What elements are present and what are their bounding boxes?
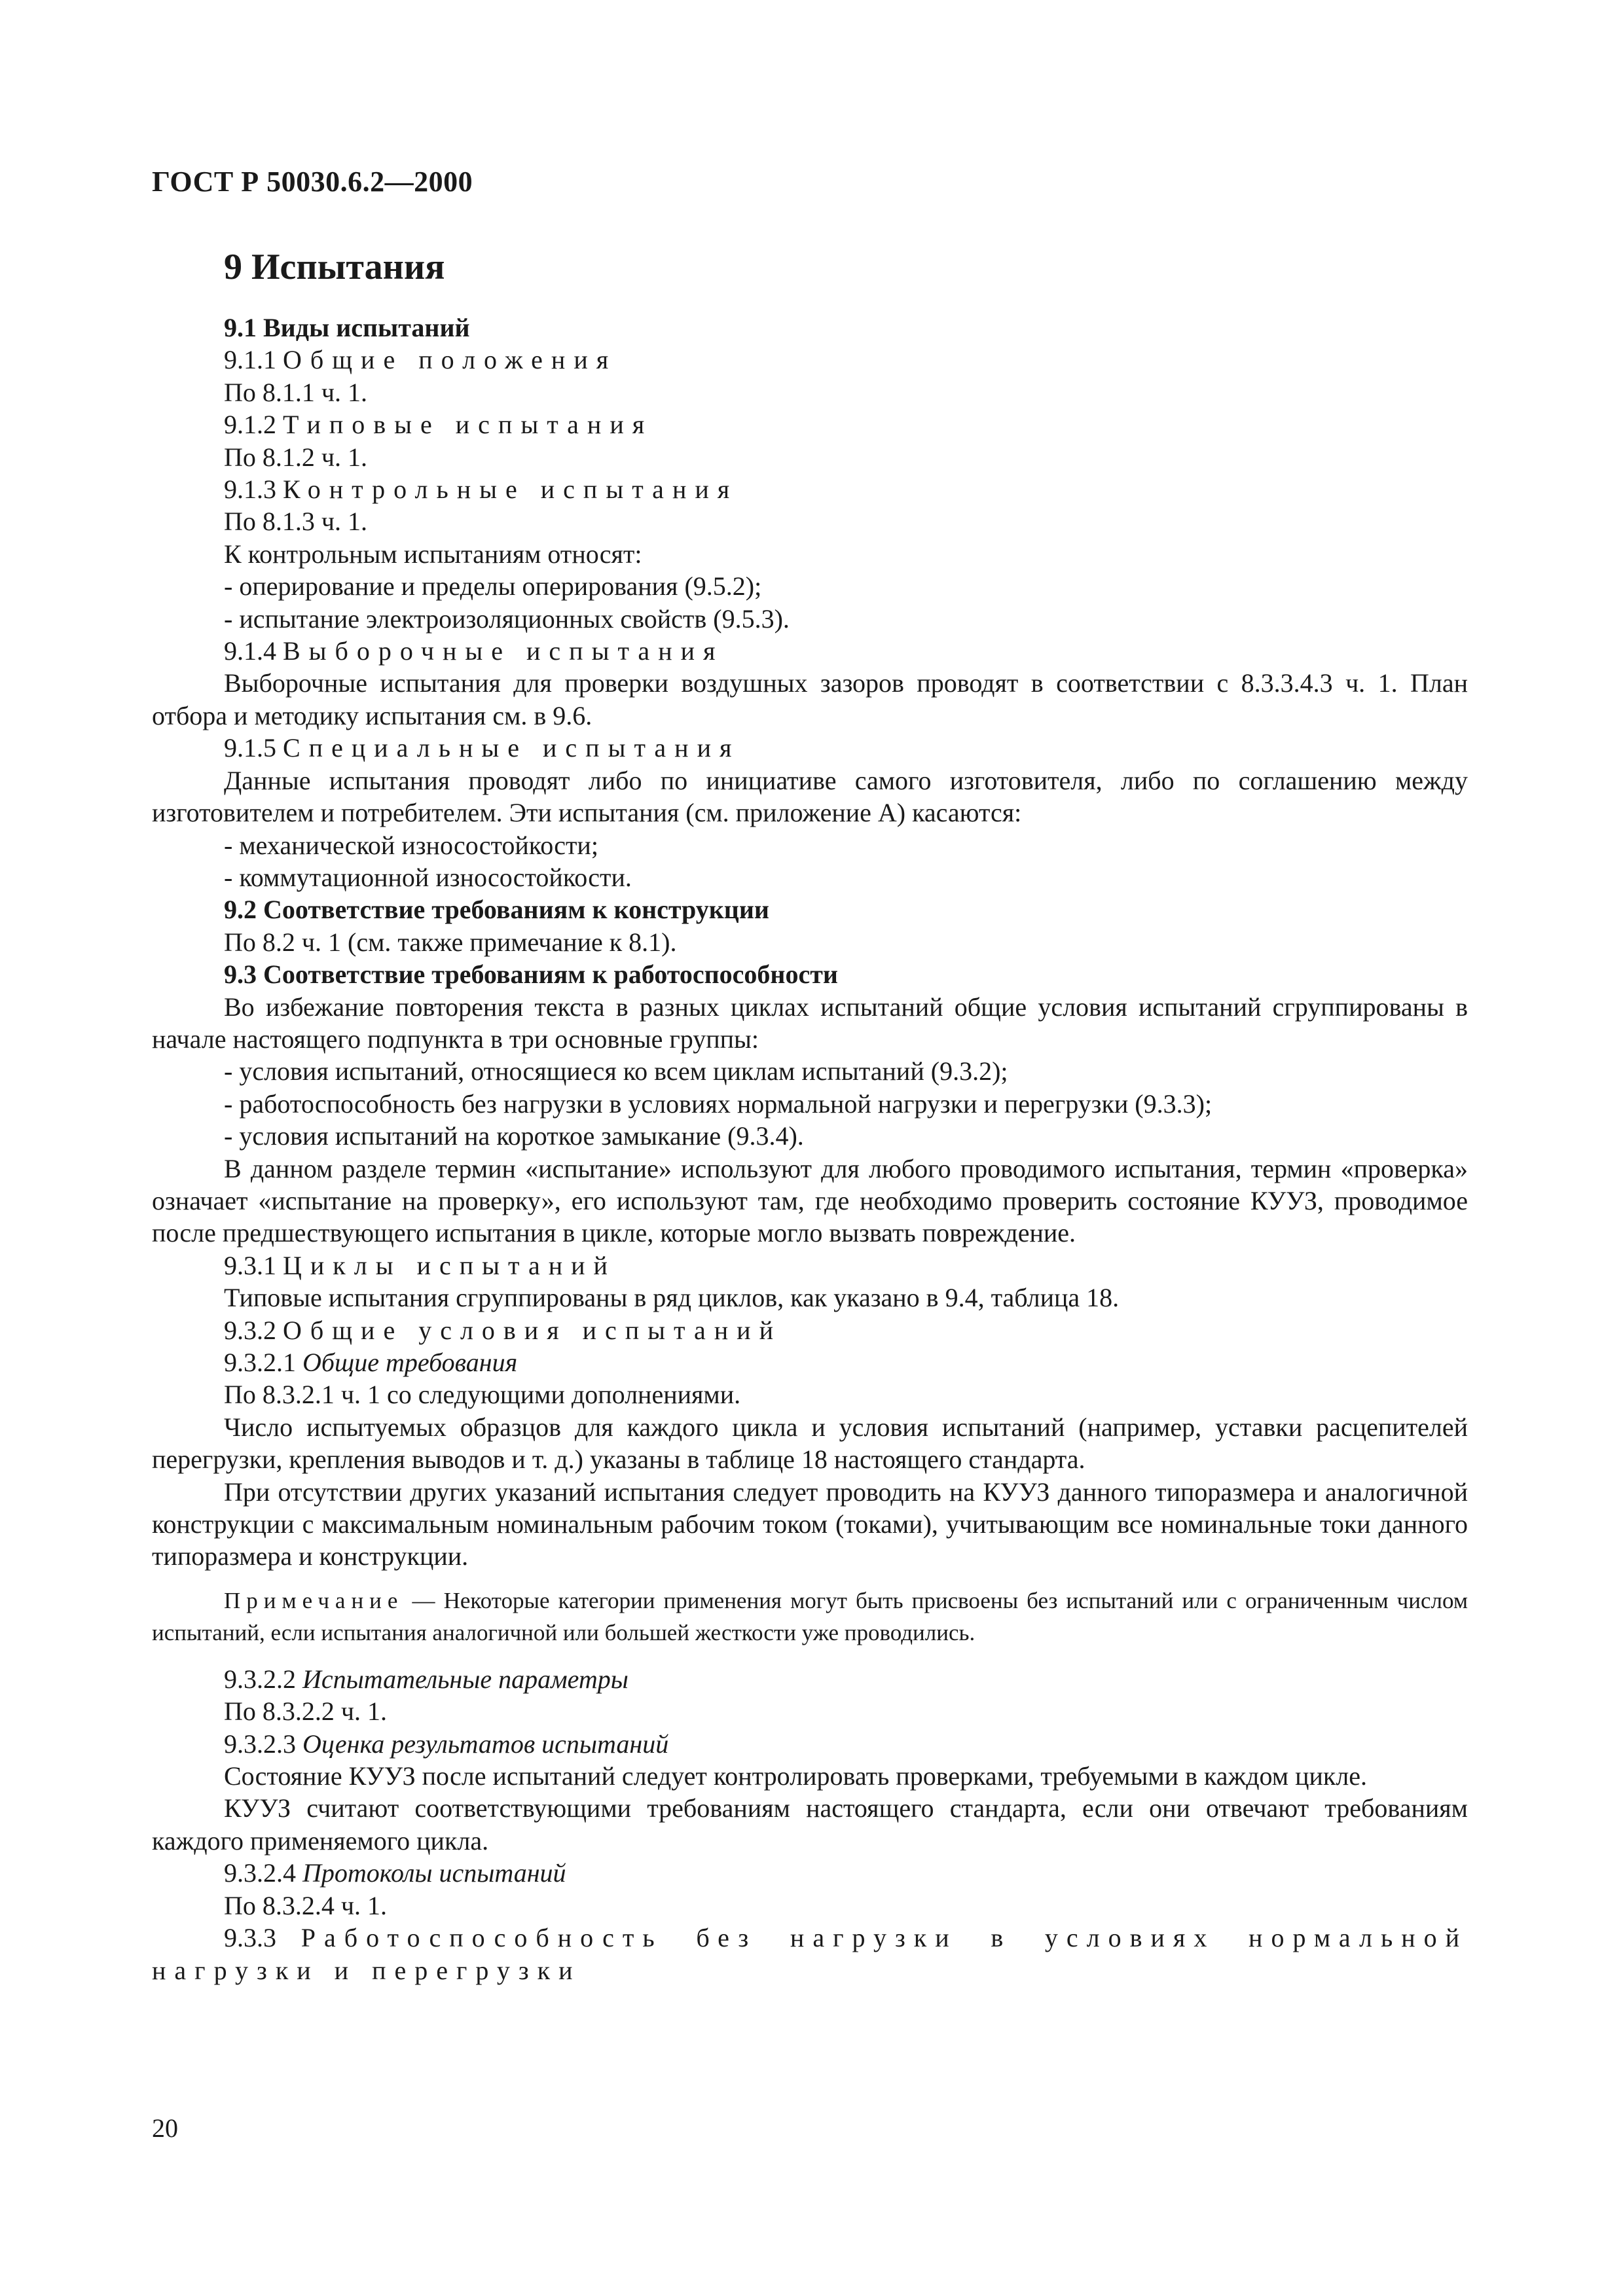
paragraph: КУУЗ считают соответствующими требованиям настоящего стандарта, если они отвечают требованиям каждого применяемого цикла. — [152, 1793, 1468, 1856]
heading-9-3-2-1 — [152, 1346, 1468, 1378]
clause-title: Испытательные параметры — [302, 1664, 629, 1694]
list-item: - условия испытаний на короткое замыкание (9.3.4). — [224, 1121, 804, 1151]
list-item: - механической износостойкости; — [224, 830, 598, 860]
heading-9-1-1 — [152, 344, 1468, 376]
document-body — [152, 241, 1468, 1986]
clause-number: 9.3.2.4 — [224, 1858, 296, 1888]
list-item: - работоспособность без нагрузки в условиях нормальной нагрузки и перегрузки (9.3.3); — [224, 1088, 1213, 1119]
clause-number: 9.1.4 — [224, 636, 276, 666]
clause-title: Типовые испытания — [283, 410, 653, 440]
paragraph: По 8.3.2.4 ч. 1. — [224, 1890, 388, 1920]
heading-9-3-2-3 — [152, 1728, 1468, 1760]
clause-number: 9.1.1 — [224, 345, 276, 375]
paragraph: К контрольным испытаниям относят: — [224, 539, 642, 569]
clause-title: Оценка результатов испытаний — [302, 1729, 669, 1759]
list-item: - испытание электроизоляционных свойств (9.5.3). — [224, 603, 790, 634]
clause-number: 9.3.2.3 — [224, 1729, 296, 1759]
heading-9-1: 9.1 Виды испытаний — [224, 313, 470, 342]
heading-9-1-3 — [152, 473, 1468, 505]
paragraph: По 8.3.2.1 ч. 1 со следующими дополнениями. — [224, 1380, 741, 1410]
paragraph: В данном разделе термин «испытание» используют для любого проводимого испытания, термин «проверка» означает «испытание на проверку», его используют там, где необходимо проверить состояние КУУЗ, проводимое после предшествующего испытания в цикле, которые могло вызвать повреждение. — [152, 1153, 1468, 1248]
clause-number: 9.3.2.2 — [224, 1664, 296, 1694]
clause-title: Протоколы испытаний — [302, 1858, 566, 1888]
clause-title: Общие условия испытаний — [283, 1315, 782, 1345]
paragraph: По 8.3.2.2 ч. 1. — [224, 1696, 388, 1727]
heading-9-1-5 — [152, 732, 1468, 764]
paragraph: Состояние КУУЗ после испытаний следует контролировать проверками, требуемыми в каждом цикле. — [224, 1761, 1368, 1791]
clause-number: 9.3.3 — [224, 1923, 276, 1953]
page-number: 20 — [152, 2113, 178, 2143]
clause-title: Выборочные испытания — [283, 636, 724, 666]
heading-9-3-2-4 — [152, 1857, 1468, 1889]
section-title: 9 Испытания — [224, 247, 445, 287]
heading-9-3-1 — [152, 1249, 1468, 1282]
clause-number: 9.3.1 — [224, 1250, 276, 1280]
paragraph: По 8.1.3 ч. 1. — [224, 507, 368, 537]
heading-9-3-2-2 — [152, 1663, 1468, 1695]
clause-number: 9.1.3 — [224, 475, 276, 505]
list-item: - коммутационной износостойкости. — [224, 862, 632, 892]
paragraph: Число испытуемых образцов для каждого цикла и условия испытаний (например, уставки расцепителей перегрузки, крепления выводов и т. д.) указаны в таблице 18 настоящего стандарта. — [152, 1412, 1468, 1475]
paragraph: Выборочные испытания для проверки воздушных зазоров проводят в соответствии с 8.3.3.4.3 ч. 1. План отбора и методику испытания см. в 9.6. — [152, 668, 1468, 730]
heading-9-2: 9.2 Соответствие требованиям к конструкции — [224, 895, 769, 925]
heading-9-3-3 — [152, 1922, 1468, 1986]
heading-9-1-4 — [152, 635, 1468, 667]
clause-title: Специальные испытания — [283, 733, 740, 763]
paragraph: Во избежание повторения текста в разных циклах испытаний общие условия испытаний сгруппированы в начале настоящего подпункта в три основные группы: — [152, 992, 1468, 1054]
clause-number: 9.1.5 — [224, 733, 276, 763]
paragraph: Данные испытания проводят либо по инициативе самого изготовителя, либо по соглашению между изготовителем и потребителем. Эти испытания (см. приложение А) касаются: — [152, 765, 1468, 828]
clause-title: Циклы испытаний — [283, 1250, 616, 1280]
list-item: - условия испытаний, относящиеся ко всем циклам испытаний (9.3.2); — [224, 1056, 1008, 1086]
heading-9-3-2 — [152, 1314, 1468, 1346]
note — [152, 1585, 1468, 1649]
clause-title: Контрольные испытания — [283, 475, 739, 505]
paragraph: По 8.1.1 ч. 1. — [224, 377, 368, 407]
list-item: - оперирование и пределы оперирования (9.5.2); — [224, 571, 762, 601]
paragraph: По 8.1.2 ч. 1. — [224, 442, 368, 472]
heading-9-1-2 — [152, 408, 1468, 440]
document-header: ГОСТ Р 50030.6.2—2000 — [152, 166, 473, 198]
clause-title: Общие положения — [283, 345, 617, 375]
clause-title: Общие требования — [302, 1348, 518, 1377]
clause-title: Работоспособность без нагрузки в условиях нормальной нагрузки и перегрузки — [152, 1923, 1468, 1985]
paragraph: Типовые испытания сгруппированы в ряд циклов, как указано в 9.4, таблица 18. — [224, 1283, 1120, 1313]
note-label: Примечание — [224, 1587, 404, 1613]
paragraph: По 8.2 ч. 1 (см. также примечание к 8.1). — [224, 927, 677, 957]
clause-number: 9.3.2 — [224, 1315, 276, 1345]
note-text: — Некоторые категории применения могут быть присвоены без испытаний или с ограниченным числом испытаний, если испытания аналогичной или большей жесткости уже проводились. — [152, 1587, 1468, 1645]
paragraph: При отсутствии других указаний испытания следует проводить на КУУЗ данного типоразмера и аналогичной конструкции с максимальным номинальным рабочим током (токами), учитывающим все номинальные токи данного типоразмера и конструкции. — [152, 1477, 1468, 1571]
heading-9-3: 9.3 Соответствие требованиям к работоспособности — [224, 960, 838, 990]
clause-number: 9.3.2.1 — [224, 1348, 296, 1377]
clause-number: 9.1.2 — [224, 410, 276, 440]
